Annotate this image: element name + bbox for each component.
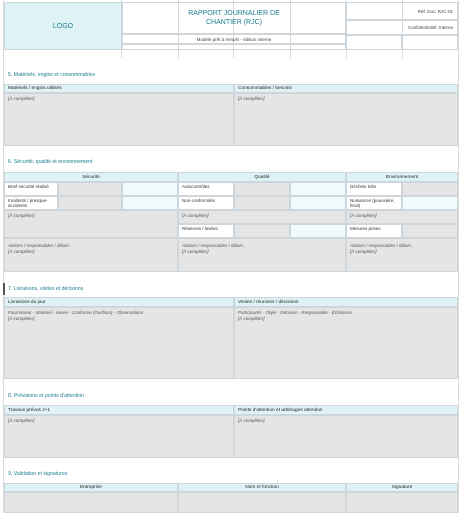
security-notes-field[interactable]: [À compléter] (4, 210, 178, 238)
section-8-title: 8. Prévisions et points d'attention (8, 393, 84, 399)
section-5-title: 5. Matériels, engins et consommables (8, 72, 96, 78)
actions-placeholder: [À compléter] (8, 248, 35, 254)
planned-work-header: Travaux prévus J+1 (4, 405, 234, 415)
incidents-field[interactable] (58, 196, 122, 210)
actions-hint: Actions / responsables / délais : (350, 243, 414, 248)
visits-header: Visites / réunions / décisions (234, 297, 458, 307)
measures-label: Mesures prises (346, 224, 402, 238)
reservations-field[interactable] (234, 224, 290, 238)
nuisances-label: Nuisances (poussière, bruit) (346, 196, 402, 210)
section-7-title: 7. Livraisons, visites et décisions (8, 286, 84, 292)
non-conformities-cell[interactable] (290, 196, 346, 210)
document-title (122, 2, 346, 34)
self-checks-field[interactable] (234, 182, 290, 196)
quality-notes-field[interactable]: [À compléter] (178, 210, 346, 224)
deliveries-hint: Fournisseur - Matériel - Heure - Conforme (Oui/Non) - Observations (8, 310, 144, 315)
quality-actions-field[interactable] (178, 238, 346, 272)
actions-placeholder: [À compléter] (350, 248, 377, 254)
security-header: Sécurité (4, 172, 178, 182)
safety-briefing-cell[interactable] (122, 182, 178, 196)
header-cell (346, 35, 402, 50)
visits-hint: Participants - Objet - Décision - Responsable - Échéance (238, 310, 352, 315)
environment-actions-field[interactable] (346, 238, 458, 272)
attention-points-field[interactable]: [À compléter] (234, 415, 458, 458)
waste-sorted-field[interactable] (402, 182, 458, 196)
safety-briefing-field[interactable] (58, 182, 122, 196)
incidents-label: Incidents / presque-accidents (4, 196, 58, 210)
title-line-2: CHANTIER (RJC) (206, 19, 262, 26)
self-checks-label: Autocontrôles (178, 182, 234, 196)
security-actions-field[interactable] (4, 238, 178, 272)
section-6-title: 6. Sécurité, qualité et environnement (8, 159, 93, 165)
deliveries-header: Livraisons du jour (4, 297, 234, 307)
environment-notes-field[interactable]: [À compléter] (346, 210, 458, 224)
logo: LOGO (4, 2, 122, 50)
title-line-1: RAPPORT JOURNALIER DE (188, 10, 280, 17)
section-7-marker (3, 283, 5, 295)
template-subtitle: Modèle prêt à remplir - édition interne (122, 34, 346, 44)
non-conformities-field[interactable] (234, 196, 290, 210)
planned-work-field[interactable]: [À compléter] (4, 415, 234, 458)
deliveries-field[interactable] (4, 307, 234, 379)
equipment-header: Matériels / engins utilisés (4, 84, 234, 93)
header-cell (122, 44, 346, 50)
equipment-field[interactable]: [À compléter] (4, 93, 234, 146)
signature-field[interactable] (346, 492, 458, 513)
quality-header: Qualité (178, 172, 346, 182)
actions-placeholder: [À compléter] (182, 248, 209, 254)
reservations-cell[interactable] (290, 224, 346, 238)
reference-code: Réf. Doc: RJC-01 (346, 2, 458, 20)
company-header: Entreprise (4, 483, 178, 492)
incidents-cell[interactable] (122, 196, 178, 210)
visits-field[interactable] (234, 307, 458, 379)
actions-hint: Actions / responsables / délais : (182, 243, 246, 248)
name-function-field[interactable] (178, 492, 346, 513)
confidentiality-label: Confidentialité: Interne (346, 20, 458, 35)
environment-header: Environnement (346, 172, 458, 182)
visits-placeholder: [À compléter] (238, 315, 265, 321)
header-cell (402, 35, 458, 50)
nuisances-field[interactable] (402, 196, 458, 210)
company-field[interactable] (4, 492, 178, 513)
non-conformities-label: Non-conformités (178, 196, 234, 210)
waste-sorted-label: Déchets triés (346, 182, 402, 196)
consumables-field[interactable]: [À compléter] (234, 93, 458, 146)
actions-hint: Actions / responsables / délais : (8, 243, 72, 248)
self-checks-cell[interactable] (290, 182, 346, 196)
attention-points-header: Points d'attention et arbitrages attendus (234, 405, 458, 415)
consumables-header: Consommables / besoins (234, 84, 458, 93)
safety-briefing-label: Brief sécurité réalisé (4, 182, 58, 196)
measures-field[interactable] (402, 224, 458, 238)
deliveries-placeholder: [À compléter] (8, 315, 35, 321)
name-function-header: Nom et fonction (178, 483, 346, 492)
section-9-title: 9. Validation et signatures (8, 471, 68, 477)
reservations-label: Réserves / levées (178, 224, 234, 238)
signature-header: Signature (346, 483, 458, 492)
